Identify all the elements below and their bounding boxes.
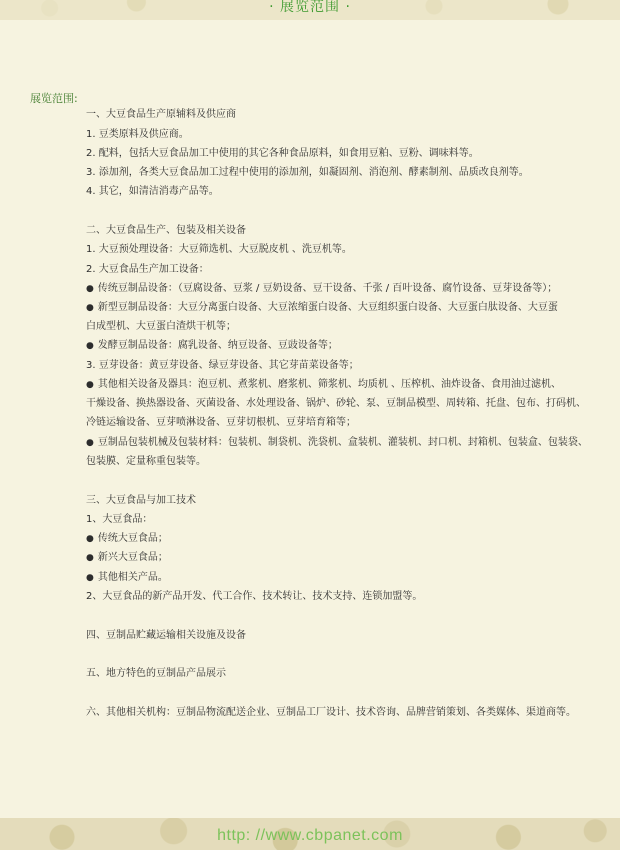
bullet-item: ● 豆制品包装机械及包装材料：包装机、制袋机、洗袋机、盒装机、灌装机、封口机、封箱机、包装盒、包装袋、	[86, 436, 586, 450]
footer-banner	[0, 818, 620, 850]
list-item: 4. 其它，如清洁消毒产品等。	[86, 186, 219, 197]
list-item: 包装膜、定量称重包装等。	[86, 456, 206, 467]
bullet-item: ● 传统豆制品设备：（豆腐设备、豆浆 / 豆奶设备、豆干设备、千张 / 百叶设备、腐竹设备、豆芽设备等）；	[86, 282, 586, 296]
section-title: 三、大豆食品与加工技术	[86, 495, 196, 506]
list-item: 干燥设备、换热器设备、灭菌设备、水处理设备、锅炉、砂轮、泵、豆制品模型、周转箱、托盘、包布、打码机、	[86, 398, 586, 409]
bullet-item: ● 其他相关产品。	[86, 571, 586, 585]
list-item: 2. 大豆食品生产加工设备：	[86, 264, 209, 275]
section-title: 六、其他相关机构：豆制品物流配送企业、豆制品工厂设计、技术咨询、品牌营销策划、各类媒体、渠道商等。	[86, 707, 576, 718]
bullet-item: ● 发酵豆制品设备：腐乳设备、纳豆设备、豆豉设备等；	[86, 339, 586, 353]
list-item: 1、大豆食品：	[86, 514, 153, 525]
section-title: 五、地方特色的豆制品产品展示	[86, 668, 226, 679]
list-item: 1. 大豆预处理设备：大豆筛选机、大豆脱皮机 、洗豆机等。	[86, 244, 352, 255]
list-item: 冷链运输设备、豆芽喷淋设备、豆芽切根机、豆芽培育箱等；	[86, 417, 356, 428]
banner-title: · 展览范围 ·	[269, 0, 351, 15]
list-item: 2. 配料，包括大豆食品加工中使用的其它各种食品原料，如食用豆粕、豆粉、调味料等。	[86, 148, 479, 159]
section-title: 四、豆制品贮藏运输相关设施及设备	[86, 630, 246, 641]
section-title: 二、大豆食品生产、包装及相关设备	[86, 225, 246, 236]
bullet-item: ● 新兴大豆食品；	[86, 551, 586, 565]
list-item: 3. 豆芽设备：黄豆芽设备、绿豆芽设备、其它芽苗菜设备等；	[86, 360, 359, 371]
section-title: 一、大豆食品生产原辅料及供应商	[86, 109, 236, 120]
list-item: 白成型机、大豆蛋白渣烘干机等；	[86, 321, 236, 332]
list-item: 1. 豆类原料及供应商。	[86, 129, 189, 140]
list-item: 2、大豆食品的新产品开发、代工合作、技术转让、技术支持、连锁加盟等。	[86, 591, 423, 602]
top-banner	[0, 0, 620, 20]
bullet-item: ● 其他相关设备及器具：泡豆机、煮浆机、磨浆机、筛浆机、均质机 、压榨机、油炸设备、食用油过滤机、	[86, 378, 586, 392]
list-item: 3. 添加剂，各类大豆食品加工过程中使用的添加剂，如凝固剂、消泡剂、酵素制剂、品质改良剂等。	[86, 167, 529, 178]
bullet-item: ● 新型豆制品设备：大豆分离蛋白设备、大豆浓缩蛋白设备、大豆组织蛋白设备、大豆蛋白肽设备、大豆蛋	[86, 301, 586, 315]
bullet-item: ● 传统大豆食品；	[86, 532, 586, 546]
footer-url: http: //www.cbpanet.com	[217, 827, 403, 844]
page-heading: 展览范围:	[30, 92, 78, 105]
